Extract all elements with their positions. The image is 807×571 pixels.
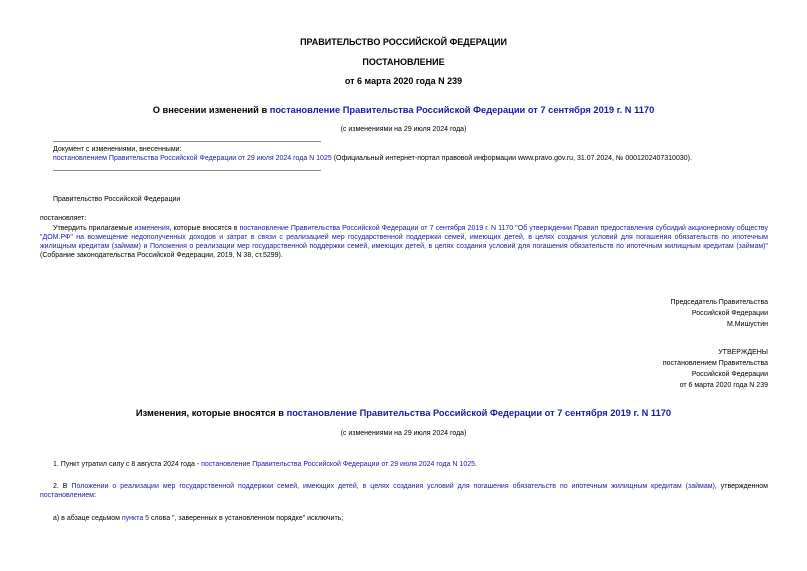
section-title-prefix: Изменения, которые вносятся в [135, 408, 287, 418]
changes-note: (с изменениями на 29 июля 2024 года) [340, 126, 467, 133]
decrees-label: постановляет: [40, 215, 87, 222]
item-1-end: . [475, 461, 477, 468]
approved-date: от 6 марта 2020 года N 239 [679, 382, 768, 389]
para-text-1: Утвердить прилагаемые [53, 225, 135, 232]
approved-by: постановлением Правительства [662, 360, 768, 367]
signature-title: Председатель Правительства [670, 299, 768, 306]
approved-block [468, 347, 768, 391]
title-prefix: О внесении изменений в [152, 105, 270, 115]
divider-bottom [53, 170, 321, 171]
item-2-text-3: : [93, 492, 96, 499]
item-1 [53, 460, 477, 469]
item-2a [53, 514, 343, 523]
changes-link[interactable]: изменения [134, 225, 170, 232]
para-text-2: , которые вносятся в [169, 225, 240, 232]
document-title [0, 105, 807, 115]
item-2 [40, 482, 768, 500]
item-2a-text-2: слова ", заверенных в установленном порядке" исключить; [149, 515, 344, 522]
item-1-link[interactable]: постановление Правительства Российской Федерации от 29 июля 2024 года N 1025 [201, 461, 476, 468]
approved-org: Российской Федерации [691, 371, 768, 378]
amendment-info [53, 145, 773, 163]
signature-name: М.Мишустин [726, 321, 768, 328]
title-link[interactable]: постановление Правительства Российской Федерации от 7 сентября 2019 г. N 1170 [269, 105, 655, 115]
decree-1170-link[interactable]: постановление Правительства Российской Федерации от 7 сентября 2019 г. N 1170 "Об утверждении Правил предоставления субсидий акционерному обществу "ДОМ.РФ" на возмещение недополученных доходов и затрат в связи с реализацией мер государственной поддержки семей, имеющих детей, в целях создания условий для погашения обязательств по ипотечным жилищным кредитам (займам) и Положения о реализации мер государственной поддержки семей, имеющих детей, в целях создания условий для погашения обязательств по ипотечным жилищным кредитам (займам)" [40, 225, 768, 250]
resolution-link[interactable]: постановлением [40, 492, 94, 499]
signature-block [468, 297, 768, 330]
government-label: Правительство Российской Федерации [53, 196, 181, 203]
item-2a-text-1: а) в абзаце седьмом [53, 515, 122, 522]
paragraph-main [40, 224, 768, 260]
document-type: ПОСТАНОВЛЕНИЕ [362, 57, 445, 67]
item-2-text-2: , утвержденном [714, 483, 768, 490]
regulation-link[interactable]: Положении о реализации мер государственной поддержки семей, имеющих детей, в целях создания условий для погашения обязательств по ипотечным жилищным кредитам (займам) [71, 483, 715, 490]
section-title [0, 408, 807, 418]
amendment-line1: Документ с изменениями, внесенными: [53, 146, 182, 153]
section-note: (с изменениями на 29 июля 2024 года) [340, 430, 467, 437]
para-text-3: (Собрание законодательства Российской Федерации, 2019, N 38, ст.5299). [40, 252, 283, 259]
approved-label: УТВЕРЖДЕНЫ [718, 349, 768, 356]
section-title-link[interactable]: постановление Правительства Российской Федерации от 7 сентября 2019 г. N 1170 [286, 408, 672, 418]
clause-5-link[interactable]: пункта 5 [121, 515, 150, 522]
item-1-text: 1. Пункт утратил силу с 8 августа 2024 года - [53, 461, 202, 468]
divider-top [53, 141, 321, 142]
amendment-source: (Официальный интернет-портал правовой информации www.pravo.gov.ru, 31.07.2024, № 0001202407310030). [331, 155, 692, 162]
government-heading: ПРАВИТЕЛЬСТВО РОССИЙСКОЙ ФЕДЕРАЦИИ [300, 37, 507, 47]
amendment-link[interactable]: постановлением Правительства Российской Федерации от 29 июля 2024 года N 1025 [53, 155, 332, 162]
item-2-text-1: 2. В [53, 483, 72, 490]
document-date: от 6 марта 2020 года N 239 [344, 76, 463, 86]
signature-org: Российской Федерации [691, 310, 768, 317]
amendment-line2 [53, 154, 773, 163]
